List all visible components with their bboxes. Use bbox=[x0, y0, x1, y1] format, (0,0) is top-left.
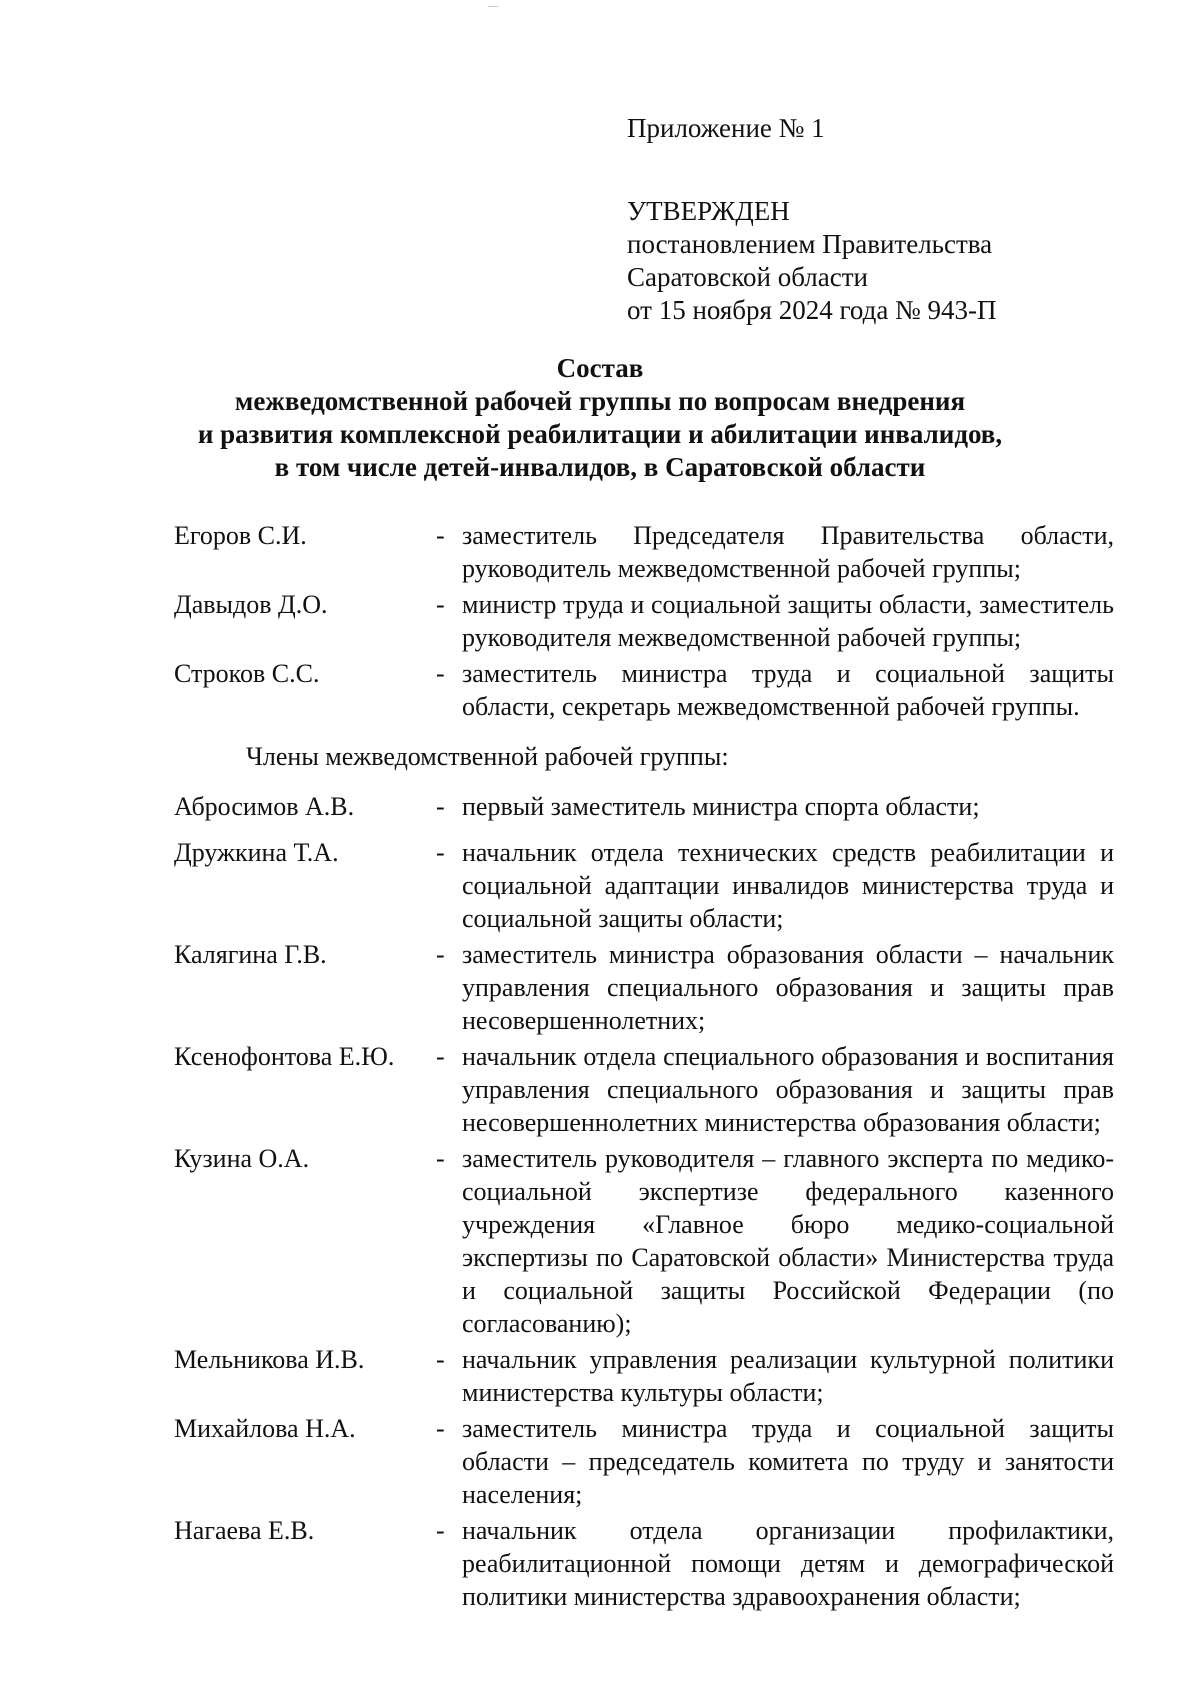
member-name: Нагаева Е.В. bbox=[174, 1516, 315, 1545]
member-role: заместитель руководителя – главного эксперта по медико-социальной экспертизе федерального казенного учреждения «Главное бюро медико-социальной экспертизы по Саратовской области» Министерства труда и социальной защиты Российской Федерации (по согласованию); bbox=[462, 1144, 1114, 1338]
member-name: Дружкина Т.А. bbox=[174, 838, 339, 867]
member-name: Давыдов Д.О. bbox=[174, 590, 328, 619]
member-name: Ксенофонтова Е.Ю. bbox=[174, 1042, 395, 1071]
member-role: министр труда и социальной защиты области, заместитель руководителя межведомственной рабочей группы; bbox=[462, 590, 1114, 652]
title-line-2: и развития комплексной реабилитации и абилитации инвалидов, bbox=[197, 419, 1003, 449]
approval-line-2: Саратовской области bbox=[627, 262, 868, 292]
members-section-label: Члены межведомственной рабочей группы: bbox=[246, 742, 729, 771]
member-name: Егоров С.И. bbox=[174, 521, 307, 550]
member-name: Строков С.С. bbox=[174, 659, 320, 688]
member-dash: - bbox=[436, 1042, 445, 1071]
title-heading: Состав bbox=[556, 353, 644, 383]
member-role: заместитель Председателя Правительства области, руководитель межведомственной рабочей группы; bbox=[462, 521, 1114, 583]
list-item bbox=[174, 790, 1114, 823]
member-name: Михайлова Н.А. bbox=[174, 1414, 356, 1443]
title-line-1: межведомственной рабочей группы по вопросам внедрения bbox=[234, 386, 966, 416]
member-role: начальник управления реализации культурной политики министерства культуры области; bbox=[462, 1345, 1114, 1407]
member-dash: - bbox=[436, 590, 445, 619]
list-item bbox=[174, 1412, 1114, 1511]
member-dash: - bbox=[436, 1516, 445, 1545]
member-role: заместитель министра образования области – начальник управления специального образования и защиты прав несовершеннолетних; bbox=[462, 940, 1114, 1035]
member-name: Кузина О.А. bbox=[174, 1144, 310, 1173]
member-name: Мельникова И.В. bbox=[174, 1345, 365, 1374]
member-name: Калягина Г.В. bbox=[174, 940, 327, 969]
member-dash: - bbox=[436, 792, 445, 821]
member-role: первый заместитель министра спорта области; bbox=[462, 792, 980, 821]
members-list bbox=[174, 790, 1114, 1613]
list-item bbox=[174, 1514, 1114, 1613]
member-name: Абросимов А.В. bbox=[174, 792, 355, 821]
list-item bbox=[174, 1040, 1114, 1139]
member-dash: - bbox=[436, 1345, 445, 1374]
list-item bbox=[174, 1142, 1114, 1340]
member-dash: - bbox=[436, 940, 445, 969]
member-role: заместитель министра труда и социальной защиты области – председатель комитета по труду и занятости населения; bbox=[462, 1414, 1114, 1509]
member-role: заместитель министра труда и социальной защиты области, секретарь межведомственной рабочей группы. bbox=[462, 659, 1114, 721]
appendix-label: Приложение № 1 bbox=[627, 113, 825, 143]
list-item bbox=[174, 1343, 1114, 1409]
approval-line-3: от 15 ноября 2024 года № 943-П bbox=[627, 295, 997, 325]
approval-block bbox=[627, 112, 997, 327]
member-role: начальник отдела специального образования и воспитания управления специального образования и защиты прав несовершеннолетних министерства образования области; bbox=[462, 1042, 1114, 1137]
title-line-3: в том числе детей-инвалидов, в Саратовской области bbox=[274, 452, 926, 482]
list-item bbox=[174, 588, 1114, 654]
document-title bbox=[150, 352, 1050, 484]
member-dash: - bbox=[436, 659, 445, 688]
member-role: начальник отдела технических средств реабилитации и социальной адаптации инвалидов министерства труда и социальной защиты области; bbox=[462, 838, 1114, 933]
approval-line-1: постановлением Правительства bbox=[627, 229, 993, 259]
list-item bbox=[174, 657, 1114, 723]
member-dash: - bbox=[436, 1414, 445, 1443]
leadership-list bbox=[174, 519, 1114, 723]
member-dash: - bbox=[436, 1144, 445, 1173]
member-dash: - bbox=[436, 521, 445, 550]
scan-mark bbox=[488, 0, 498, 7]
list-item bbox=[174, 836, 1114, 935]
list-item bbox=[174, 938, 1114, 1037]
approved-label: УТВЕРЖДЕН bbox=[627, 196, 790, 226]
member-dash: - bbox=[436, 838, 445, 867]
member-role: начальник отдела организации профилактики, реабилитационной помощи детям и демографической политики министерства здравоохранения области; bbox=[462, 1516, 1114, 1611]
list-item bbox=[174, 519, 1114, 585]
